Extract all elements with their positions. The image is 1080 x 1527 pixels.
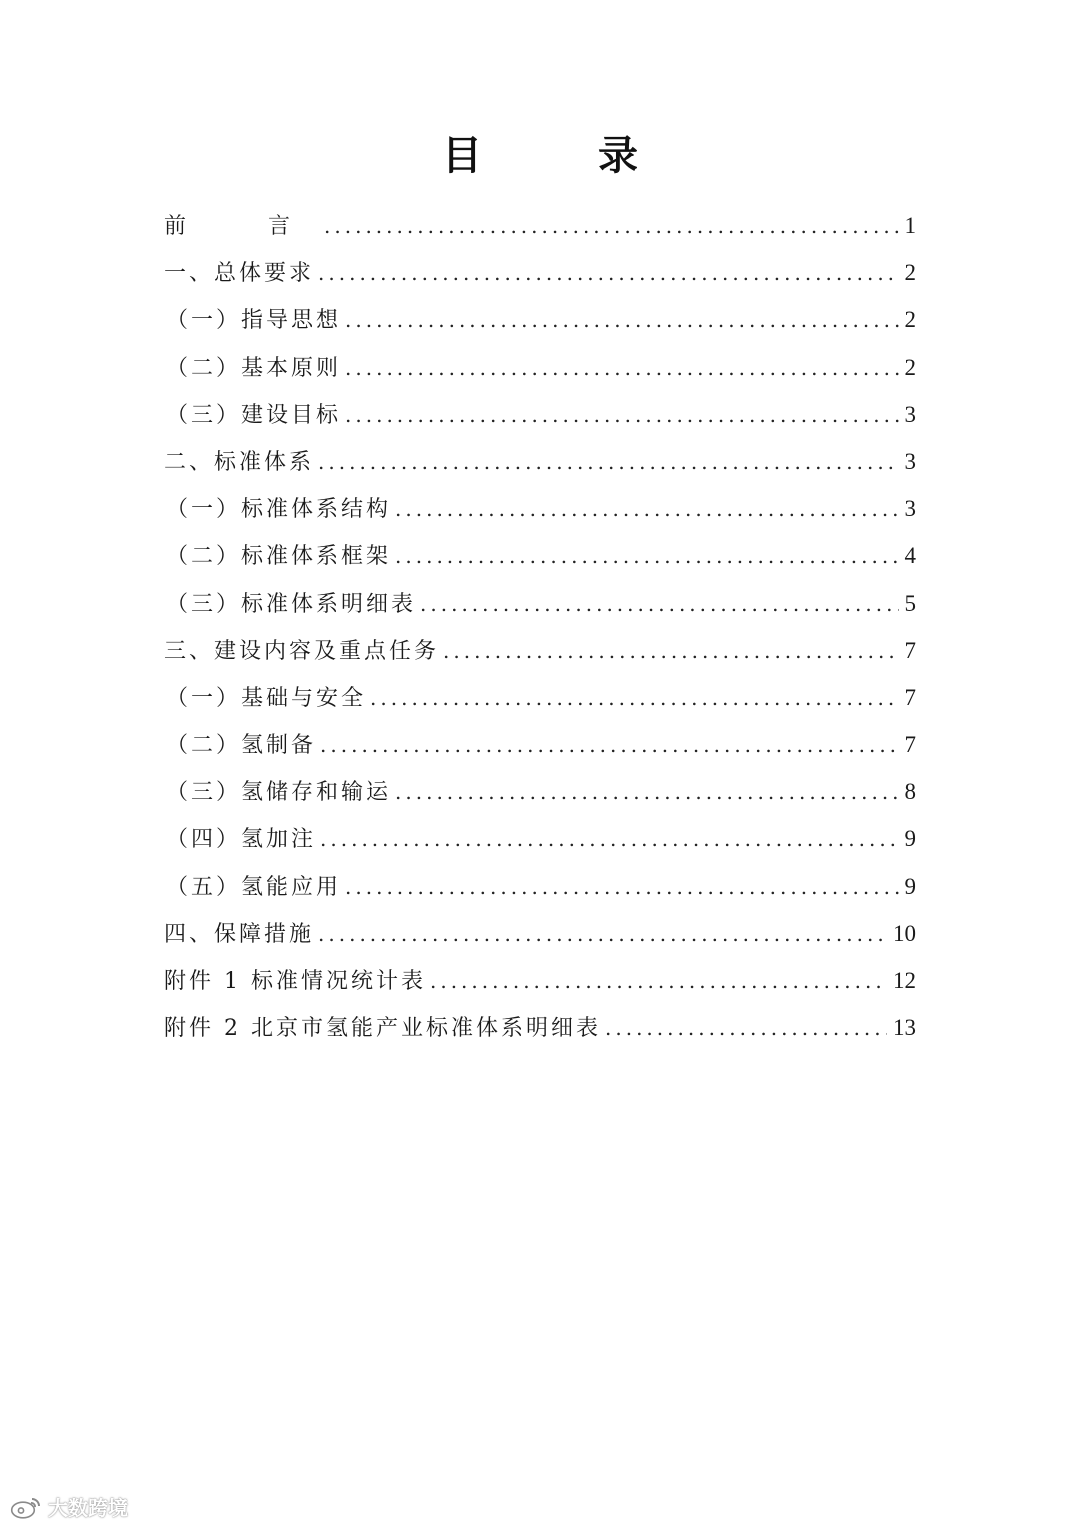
weibo-logo-icon — [10, 1495, 44, 1519]
toc-entry-label: 前 言 — [164, 214, 321, 239]
toc-entry-label: （二）标准体系框架 — [166, 544, 392, 570]
toc-dot-leader — [320, 816, 898, 863]
toc-entry[interactable] — [164, 674, 916, 721]
toc-entry-label: （三）标准体系明细表 — [166, 591, 417, 617]
toc-entry-label: （一）指导思想 — [166, 308, 342, 334]
toc-page-number: 7 — [904, 637, 916, 663]
toc-entry[interactable] — [164, 910, 916, 957]
toc-dot-leader — [430, 958, 887, 1005]
toc-dot-leader — [320, 722, 898, 769]
toc-entry-label: （三）建设目标 — [166, 402, 342, 428]
toc-entry[interactable] — [164, 863, 916, 910]
toc-page-number: 7 — [904, 732, 916, 758]
toc-entry-label: （一）基础与安全 — [166, 685, 367, 711]
toc-page-number: 9 — [904, 826, 916, 852]
toc-dot-leader — [395, 533, 898, 580]
toc-dot-leader — [318, 250, 898, 297]
toc-page-number: 5 — [904, 590, 916, 616]
toc-entry[interactable] — [164, 721, 916, 768]
watermark — [10, 1492, 128, 1521]
toc-dot-leader — [345, 392, 898, 439]
toc-page-number: 10 — [893, 920, 916, 946]
toc-entry-label: 附件 1 标准情况统计表 — [164, 969, 426, 994]
toc-entry[interactable] — [164, 815, 916, 862]
toc-page-number: 4 — [904, 543, 916, 569]
toc-page-number: 7 — [904, 684, 916, 710]
toc-entry[interactable] — [164, 344, 916, 391]
toc-dot-leader — [318, 911, 887, 958]
toc-entry-label: 附件 2 北京市氢能产业标准体系明细表 — [164, 1016, 601, 1042]
toc-dot-leader — [395, 769, 898, 816]
toc-entry[interactable] — [164, 391, 916, 438]
toc-page-number: 1 — [904, 213, 916, 238]
table-of-contents — [164, 202, 916, 1051]
toc-entry-label: （二）氢制备 — [166, 733, 317, 759]
toc-page-number: 13 — [893, 1015, 916, 1041]
toc-entry[interactable] — [164, 296, 916, 343]
toc-entry[interactable] — [164, 580, 916, 627]
toc-page-number: 3 — [904, 448, 916, 474]
toc-entry[interactable] — [164, 202, 916, 249]
toc-entry-label: （三）氢储存和输运 — [166, 780, 392, 806]
toc-page-number: 12 — [893, 968, 916, 993]
toc-entry-label: （二）基本原则 — [166, 355, 342, 381]
toc-page-number: 9 — [904, 873, 916, 899]
toc-page-number: 2 — [904, 307, 916, 333]
page-title: 目 录 — [442, 133, 676, 179]
toc-dot-leader — [324, 203, 898, 250]
toc-entry[interactable] — [164, 532, 916, 579]
toc-entry-label: 二、标准体系 — [164, 449, 315, 475]
toc-entry-label: （一）标准体系结构 — [166, 497, 392, 523]
toc-entry[interactable] — [164, 627, 916, 674]
toc-dot-leader — [345, 345, 898, 392]
toc-entry[interactable] — [164, 768, 916, 815]
toc-page-number: 8 — [904, 779, 916, 805]
toc-dot-leader — [395, 486, 898, 533]
toc-page-number: 3 — [904, 401, 916, 427]
toc-dot-leader — [370, 675, 898, 722]
toc-dot-leader — [345, 864, 898, 911]
toc-dot-leader — [443, 628, 898, 675]
toc-entry[interactable] — [164, 485, 916, 532]
toc-entry-label: 四、保障措施 — [164, 921, 315, 947]
toc-dot-leader — [605, 1005, 887, 1052]
watermark-text: 大数跨境 — [48, 1496, 128, 1520]
toc-page-number: 2 — [904, 354, 916, 380]
toc-entry-label: （五）氢能应用 — [166, 874, 342, 900]
toc-dot-leader — [345, 297, 898, 344]
toc-page-number: 3 — [904, 496, 916, 522]
toc-dot-leader — [318, 439, 898, 486]
toc-dot-leader — [420, 581, 898, 628]
toc-entry-label: 一、总体要求 — [164, 261, 315, 287]
toc-entry[interactable] — [164, 1004, 916, 1051]
toc-entry[interactable] — [164, 438, 916, 485]
toc-entry[interactable] — [164, 249, 916, 296]
toc-page-number: 2 — [904, 260, 916, 286]
toc-entry[interactable] — [164, 957, 916, 1004]
toc-entry-label: 三、建设内容及重点任务 — [164, 638, 440, 664]
toc-entry-label: （四）氢加注 — [166, 827, 317, 853]
